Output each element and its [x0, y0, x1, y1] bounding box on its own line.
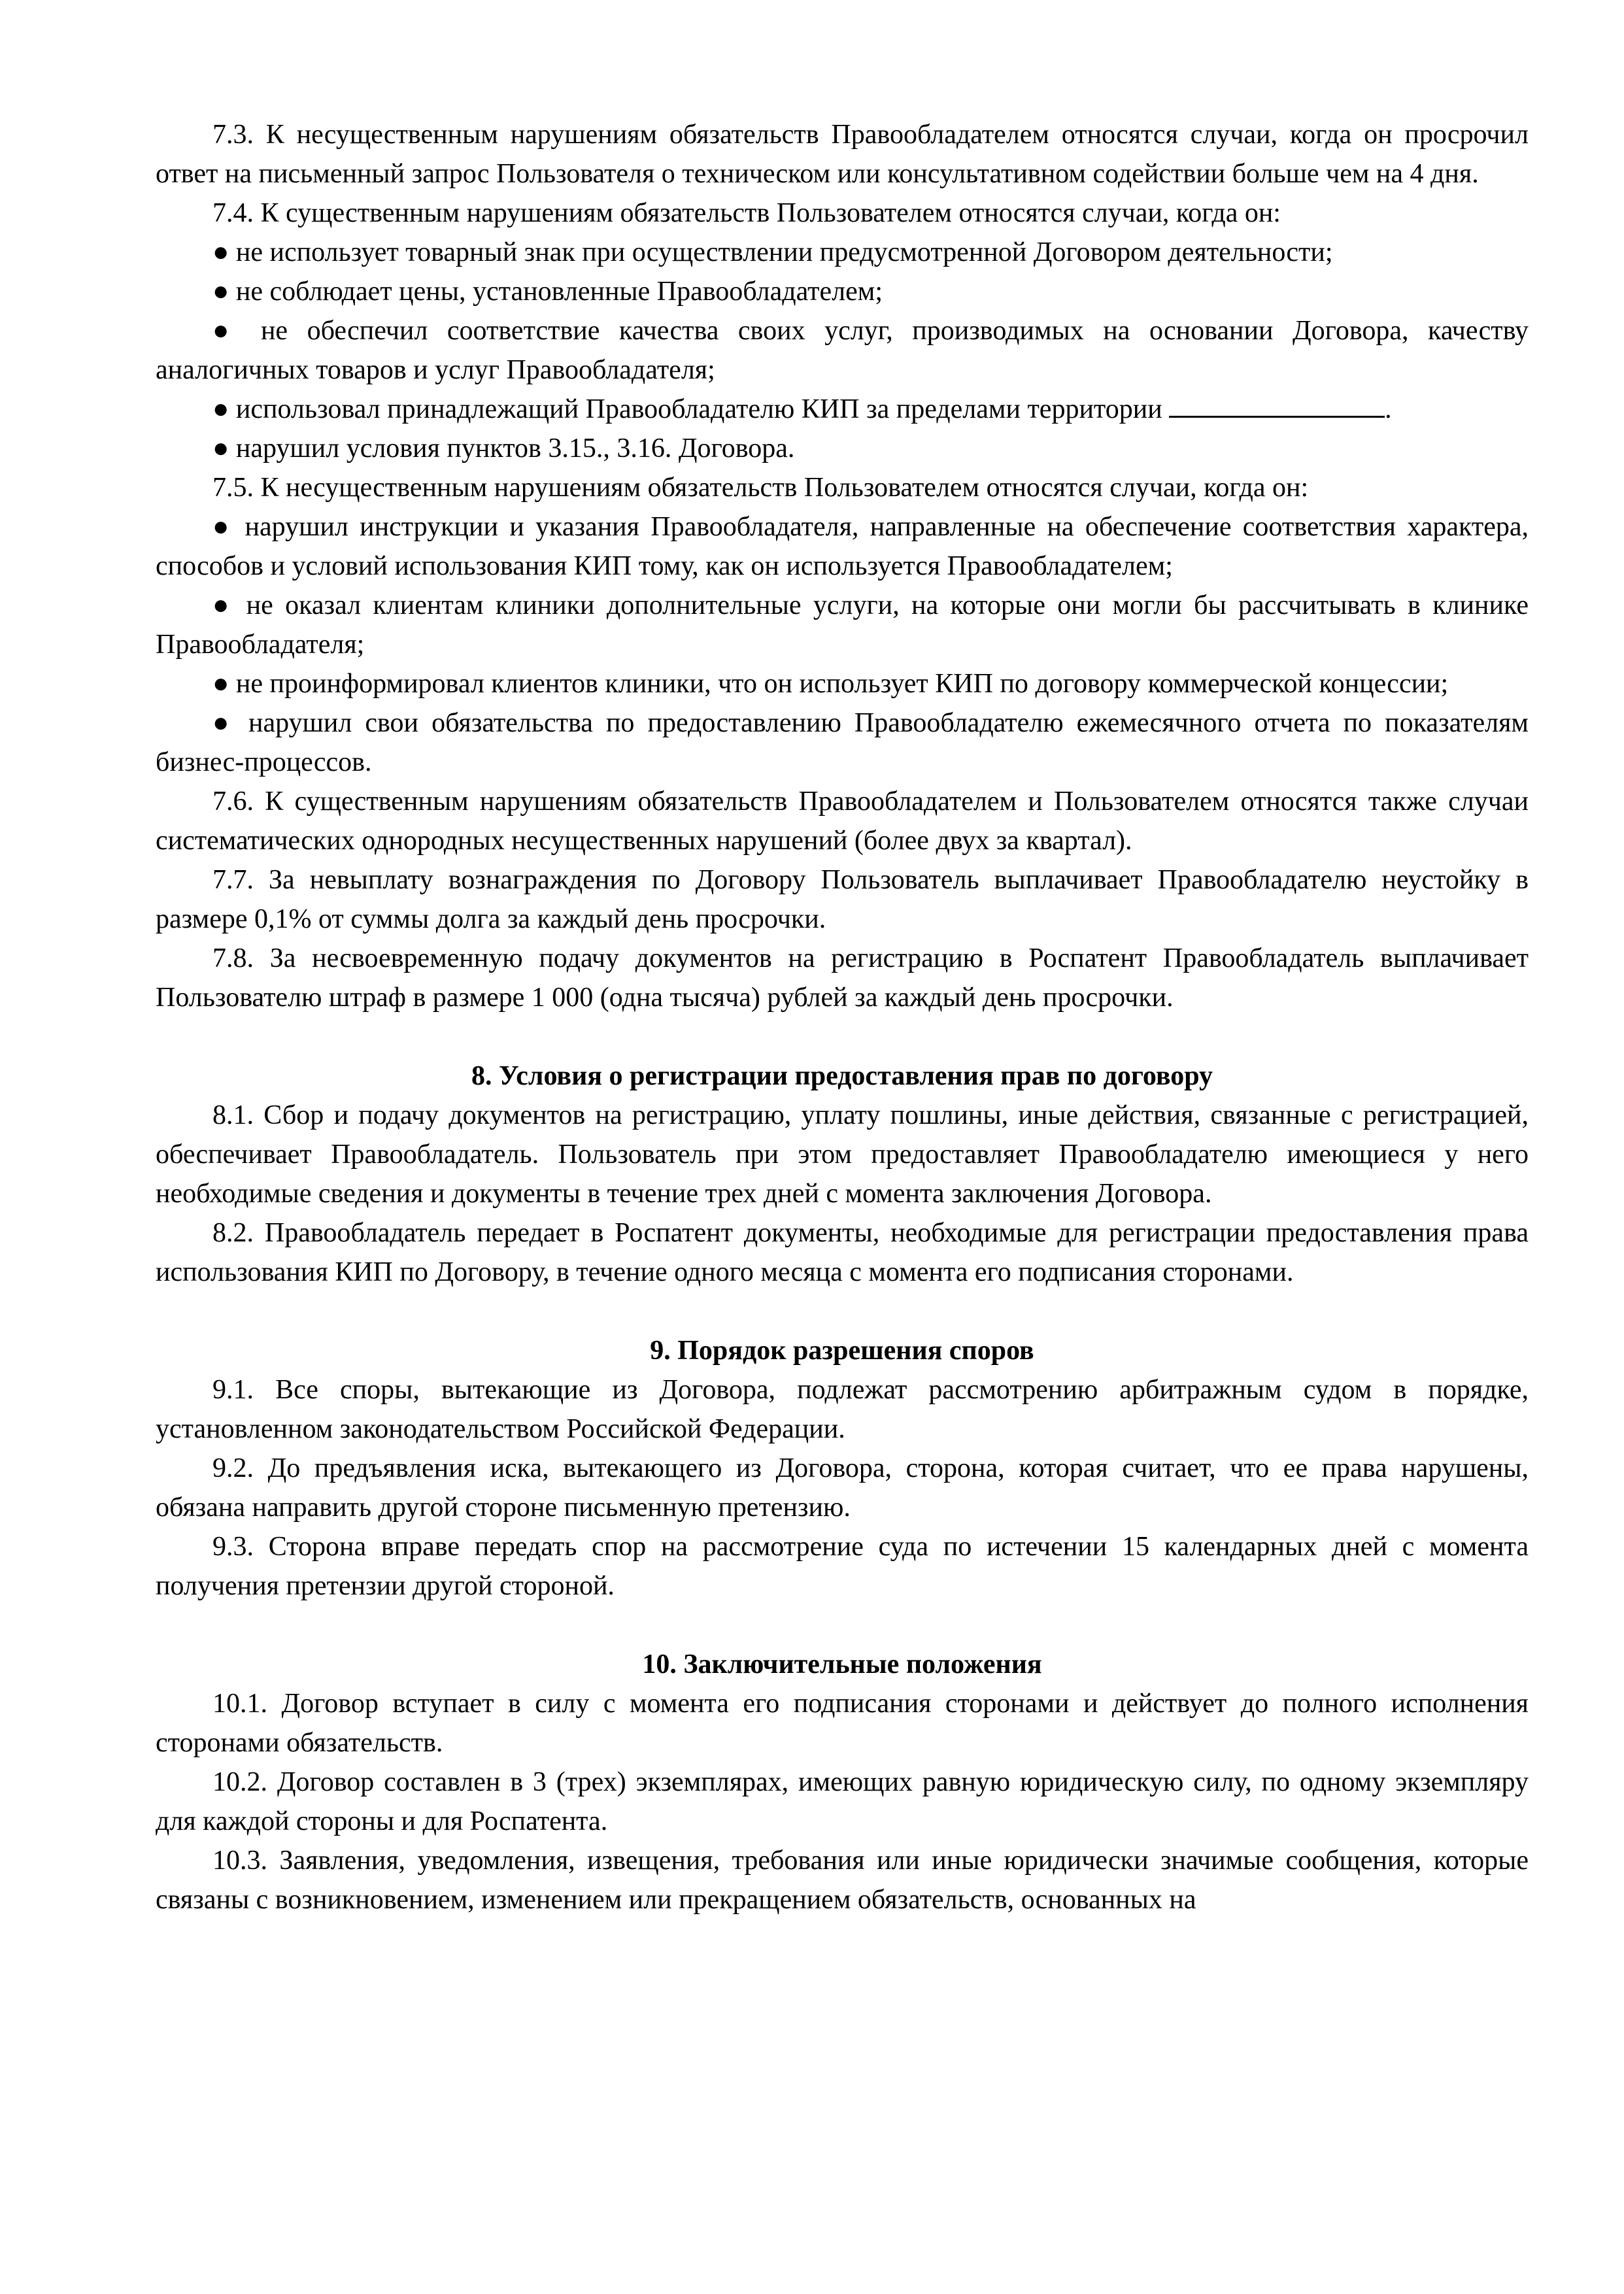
clause-7-4-item-5: ● нарушил условия пунктов 3.15., 3.16. Договора.	[212, 433, 795, 464]
clause-7-8: 7.8. За несвоевременную подачу документов на регистрацию в Роспатент Правообладатель выплачивает Пользователю штраф в размере 1 000 (одна тысяча) рублей за каждый день просрочки.	[156, 943, 1529, 1013]
clause-10-1: 10.1. Договор вступает в силу с момента его подписания сторонами и действует до полного исполнения сторонами обязательств.	[156, 1689, 1529, 1758]
clause-8-2: 8.2. Правообладатель передает в Роспатент документы, необходимые для регистрации предоставления права использования КИП по Договору, в течение одного месяца с момента его подписания сторонами.	[156, 1218, 1529, 1287]
section-9-heading: 9. Порядок разрешения споров	[650, 1336, 1034, 1366]
clause-7-5: 7.5. К несущественным нарушениям обязательств Пользователем относятся случаи, когда он:	[212, 473, 1309, 503]
clause-7-3: 7.3. К несущественным нарушениям обязательств Правообладателем относятся случаи, когда он просрочил ответ на письменный запрос Пользователя о техническом или консультативном содействии больше чем на 4 дня.	[156, 120, 1529, 189]
clause-7-4-item-4	[156, 390, 1529, 429]
clause-7-4-item-1: ● не использует товарный знак при осуществлении предусмотренной Договором деятельности;	[212, 237, 1333, 267]
clause-7-4: 7.4. К существенным нарушениям обязательств Пользователем относятся случаи, когда он:	[212, 198, 1281, 228]
clause-7-5-item-4: ● нарушил свои обязательства по предоставлению Правообладателю ежемесячного отчета по показателям бизнес-процессов.	[156, 708, 1529, 777]
clause-7-4-item-4-end: .	[1385, 394, 1392, 424]
clause-7-4-item-3: ● не обеспечил соответствие качества своих услуг, производимых на основании Договора, качеству аналогичных товаров и услуг Правообладателя;	[156, 316, 1529, 385]
clause-9-3: 9.3. Сторона вправе передать спор на рассмотрение суда по истечении 15 календарных дней с момента получения претензии другой стороной.	[156, 1532, 1529, 1601]
territory-blank-field	[1169, 390, 1385, 418]
clause-7-5-item-3: ● не проинформировал клиентов клиники, что он использует КИП по договору коммерческой концессии;	[212, 669, 1449, 699]
section-spacer	[156, 1292, 1529, 1331]
section-8-heading: 8. Условия о регистрации предоставления прав по договору	[471, 1061, 1213, 1091]
section-10-heading: 10. Заключительные положения	[642, 1649, 1042, 1679]
clause-10-3: 10.3. Заявления, уведомления, извещения, требования или иные юридически значимые сообщения, которые связаны с возникновением, изменением или прекращением обязательств, основанных на	[156, 1846, 1529, 1915]
section-spacer	[156, 1017, 1529, 1056]
clause-7-5-item-1: ● нарушил инструкции и указания Правообладателя, направленные на обеспечение соответствия характера, способов и условий использования КИП тому, как он используется Правообладателем;	[156, 512, 1529, 581]
clause-9-1: 9.1. Все споры, вытекающие из Договора, подлежат рассмотрению арбитражным судом в порядке, установленном законодательством Российской Федерации.	[156, 1375, 1529, 1444]
section-spacer	[156, 1606, 1529, 1645]
clause-7-6: 7.6. К существенным нарушениям обязательств Правообладателем и Пользователем относятся также случаи систематических однородных несущественных нарушений (более двух за квартал).	[156, 786, 1529, 856]
clause-9-2: 9.2. До предъявления иска, вытекающего из Договора, сторона, которая считает, что ее права нарушены, обязана направить другой стороне письменную претензию.	[156, 1453, 1529, 1523]
clause-7-4-item-2: ● не соблюдает цены, установленные Правообладателем;	[212, 277, 883, 307]
clause-7-7: 7.7. За невыплату вознаграждения по Договору Пользователь выплачивает Правообладателю неустойку в размере 0,1% от суммы долга за каждый день просрочки.	[156, 865, 1529, 934]
clause-10-2: 10.2. Договор составлен в 3 (трех) экземплярах, имеющих равную юридическую силу, по одному экземпляру для каждой стороны и для Роспатента.	[156, 1767, 1529, 1836]
document-page	[156, 115, 1529, 1919]
clause-8-1: 8.1. Сбор и подачу документов на регистрацию, уплату пошлины, иные действия, связанные с регистрацией, обеспечивает Правообладатель. Пользователь при этом предоставляет Правообладателю имеющиеся у него необходимые сведения и документы в течение трех дней с момента заключения Договора.	[156, 1100, 1529, 1209]
clause-7-5-item-2: ● не оказал клиентам клиники дополнительные услуги, на которые они могли бы рассчитывать в клинике Правообладателя;	[156, 590, 1529, 660]
clause-7-4-item-4-text: ● использовал принадлежащий Правообладателю КИП за пределами территории	[212, 394, 1170, 424]
